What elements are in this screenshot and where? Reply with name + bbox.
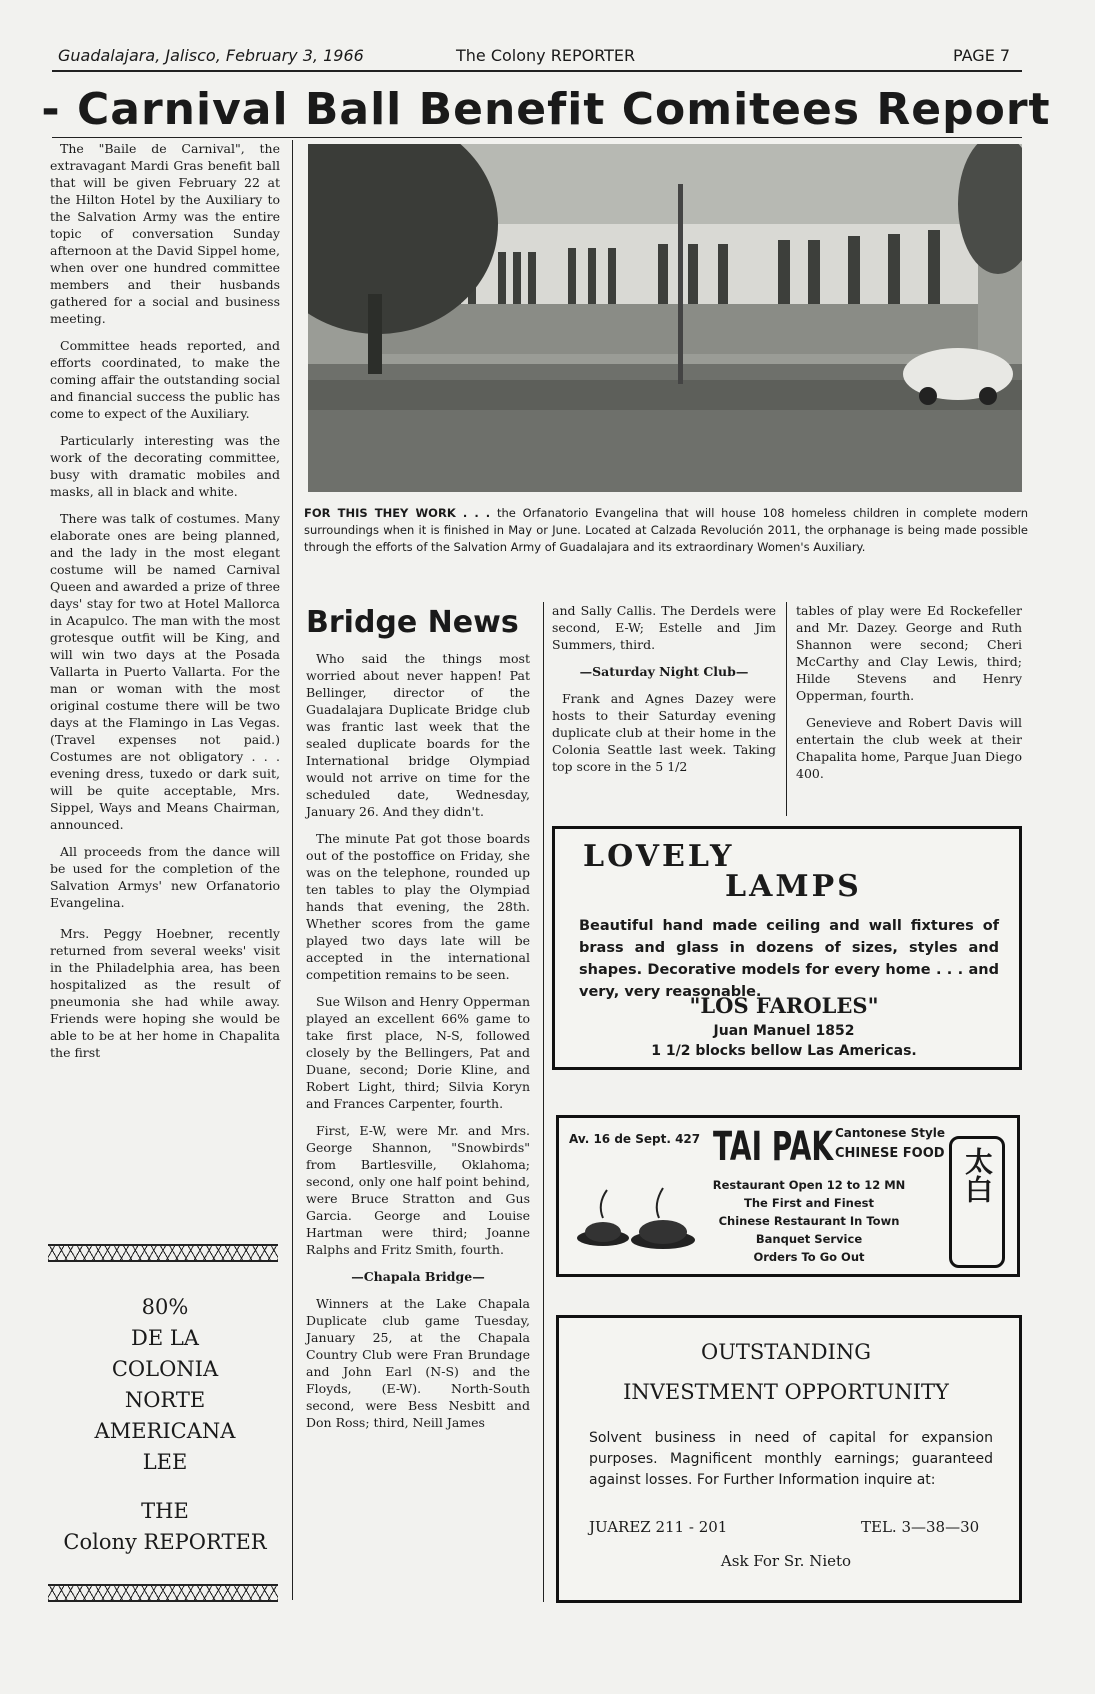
zigzag-border-top bbox=[48, 1244, 278, 1262]
carnival-paragraph: Mrs. Peggy Hoebner, recently returned from several weeks' visit in the Philadelphia area, has been hospitalized as the result of pneumonia she had while away. Friends were hoping she would be able to be at her home in Chapalita the first bbox=[50, 926, 280, 1060]
carnival-paragraph: Committee heads reported, and efforts coordinated, to make the coming affair the outstanding social and financial success the public has come to expect of the Auxiliary. bbox=[50, 338, 280, 421]
headline-rule bbox=[52, 137, 1022, 138]
info-line: The First and Finest bbox=[744, 1196, 874, 1210]
page-number: PAGE 7 bbox=[953, 46, 1011, 65]
contact-phone: TEL. 3—38—30 bbox=[861, 1518, 980, 1536]
ad-title: INVESTMENT OPPORTUNITY bbox=[623, 1380, 949, 1404]
ad-title: LOVELY bbox=[583, 839, 735, 874]
restaurant-name: TAI PAK bbox=[713, 1124, 834, 1170]
bridge-column-2 bbox=[552, 602, 776, 785]
chapala-bridge-subhead: —Chapala Bridge— bbox=[351, 1269, 485, 1284]
orphanage-photo bbox=[308, 144, 1022, 492]
cuisine-style: Cantonese Style bbox=[835, 1126, 946, 1140]
saturday-club-subhead: —Saturday Night Club— bbox=[579, 664, 749, 679]
contact-address: JUAREZ 211 - 201 bbox=[589, 1518, 728, 1536]
contact-person: Ask For Sr. Nieto bbox=[720, 1552, 852, 1570]
promo-line: NORTE bbox=[124, 1388, 206, 1412]
bridge-column-1 bbox=[306, 650, 530, 1441]
bridge-news-title: Bridge News bbox=[306, 605, 519, 640]
promo-line: COLONIA bbox=[111, 1357, 219, 1381]
info-line: Banquet Service bbox=[755, 1232, 863, 1246]
store-address: 1 1/2 blocks bellow Las Americas. bbox=[651, 1043, 917, 1059]
column-divider bbox=[786, 602, 787, 816]
bridge-paragraph: The minute Pat got those boards out of the postoffice on Friday, she was on the telephone, rounded up ten tables to play the Olympiad hands that evening, the 28th. Whether scores from the game played two days late will be accepted in the international competition remains to be seen. bbox=[306, 831, 530, 982]
bridge-paragraph: First, E-W, were Mr. and Mrs. George Shannon, "Snowbirds" from Bartlesville, Oklahoma; second, only one half point behind, were Bruce Stratton and Gus Garcia. George and Louise Hartman were third; Joanne Ralphs and Fritz Smith, fourth. bbox=[306, 1123, 530, 1257]
promo-line: AMERICANA bbox=[94, 1419, 236, 1443]
promo-line: THE bbox=[141, 1499, 189, 1523]
bridge-paragraph: Who said the things most worried about never happen! Pat Bellinger, director of the Guadalajara Duplicate Bridge club was frantic last week that the sealed duplicate boards for the International bridge Olympiad would not arrive on time for the scheduled date, Wednesday, January 26. And they didn't. bbox=[306, 651, 530, 819]
dishes-illustration-icon bbox=[573, 1178, 703, 1258]
carnival-paragraph: There was talk of costumes. Many elaborate ones are being planned, and the lady in the most elegant costume will be named Carnival Queen and awarded a prize of three days' stay for two at Hotel Mallorca in Acapulco. The man with the most grotesque outfit will be King, and will win two days at the Posada Vallarta in Puerto Vallarta. For the man or woman with the most original costume there will be two days at the Flamingo in Las Vegas. (Travel expenses not paid.) Costumes are not obligatory . . . evening dress, tuxedo or dark suit, will be quite acceptable, Mrs. Sippel, Ways and Means Chairman, announced. bbox=[50, 511, 280, 832]
paper-name: The Colony REPORTER bbox=[456, 46, 636, 65]
tai-pak-ad bbox=[556, 1115, 1020, 1277]
carnival-paragraph: Particularly interesting was the work of the decorating committee, busy with dramatic mobiles and masks, all in black and white. bbox=[50, 433, 280, 499]
ad-title: OUTSTANDING bbox=[701, 1340, 871, 1364]
bridge-column-3 bbox=[796, 602, 1022, 792]
zigzag-border-bottom bbox=[48, 1584, 278, 1602]
promo-line: Colony REPORTER bbox=[63, 1530, 267, 1554]
chinese-characters: 太白 bbox=[961, 1147, 994, 1203]
promo-line: LEE bbox=[142, 1450, 188, 1474]
bridge-paragraph: tables of play were Ed Rockefeller and Mr. Dazey. George and Ruth Shannon were second; Cheri McCarthy and Clay Lewis, third; Hilde Stevens and Henry Opperman, fourth. bbox=[796, 603, 1022, 703]
bridge-paragraph: Sue Wilson and Henry Opperman played an excellent 66% game to take first place, N-S, followed closely by the Bellingers, Pat and Duane, second; Dorie Kline, and Robert Light, third; Silvia Koryn and Frances Carpenter, fourth. bbox=[306, 994, 530, 1111]
info-line: Chinese Restaurant In Town bbox=[718, 1214, 900, 1228]
bridge-paragraph: Genevieve and Robert Davis will entertain the club week at their Chapalita home, Parque Juan Diego 400. bbox=[796, 715, 1022, 781]
promo-line: 80% bbox=[141, 1295, 189, 1319]
carnival-paragraph: The "Baile de Carnival", the extravagant Mardi Gras benefit ball that will be given February 22 at the Hilton Hotel by the Auxiliary to the Salvation Army was the entire topic of conversation Sunday afternoon at the David Sippel home, when over one hundred committee members and their husbands gathered for a social and business meeting. bbox=[50, 141, 280, 326]
bridge-paragraph: and Sally Callis. The Derdels were second, E-W; Estelle and Jim Summers, third. bbox=[552, 603, 776, 652]
caption-text: the Orfanatorio Evangelina that will house 108 homeless children in complete modern surroundings when it is finished in May or June. Located at Calzada Revolución 2011, the orphanage is being made possible through the efforts of the Salvation Army of Guadalajara and its extraordinary Women's Auxiliary. bbox=[304, 506, 1029, 554]
column-divider bbox=[292, 140, 293, 1600]
restaurant-info bbox=[699, 1176, 919, 1266]
info-line: Orders To Go Out bbox=[753, 1250, 865, 1264]
store-address: Juan Manuel 1852 bbox=[713, 1023, 855, 1039]
store-name: "LOS FAROLES" bbox=[689, 993, 879, 1018]
bridge-paragraph: Winners at the Lake Chapala Duplicate club game Tuesday, January 25, at the Chapala Country Club were Fran Brundage and John Earl (N-S) and the Floyds, (E-W). North-South second, were Bess Nesbitt and Don Ross; third, Neill James bbox=[306, 1296, 530, 1430]
carnival-article bbox=[50, 140, 280, 1071]
header-rule bbox=[52, 70, 1022, 72]
page-headline: - Carnival Ball Benefit Comitees Report bbox=[41, 84, 1051, 135]
investment-ad bbox=[556, 1315, 1022, 1603]
promo-line: DE LA bbox=[131, 1326, 199, 1350]
lovely-lamps-ad bbox=[552, 826, 1022, 1070]
bridge-paragraph: Frank and Agnes Dazey were hosts to their Saturday evening duplicate club at their home in the Colonia Seattle last week. Taking top score in the 5 1/2 bbox=[552, 691, 776, 774]
ad-title: LAMPS bbox=[725, 869, 862, 904]
info-line: Restaurant Open 12 to 12 MN bbox=[712, 1178, 906, 1192]
carnival-paragraph: All proceeds from the dance will be used for the completion of the Salvation Armys' new Orfanatorio Evangelina. bbox=[50, 844, 280, 910]
chinese-sign bbox=[949, 1136, 1005, 1268]
restaurant-address: Av. 16 de Sept. 427 bbox=[569, 1132, 701, 1146]
ad-body: Solvent business in need of capital for expansion purposes. Magnificent monthly earnings; guaranteed against losses. For Further Information inquire at: bbox=[589, 1430, 993, 1488]
colony-promo bbox=[40, 1292, 290, 1558]
dateline: Guadalajara, Jalisco, February 3, 1966 bbox=[58, 46, 364, 65]
caption-lead: FOR THIS THEY WORK . . . bbox=[304, 506, 491, 520]
photo-caption bbox=[304, 505, 1028, 556]
cuisine-type: CHINESE FOOD bbox=[835, 1146, 945, 1161]
ad-body: Beautiful hand made ceiling and wall fixtures of brass and glass in dozens of sizes, styles and shapes. Decorative models for every home . . . and very, very reasonable. bbox=[579, 918, 999, 1000]
column-divider bbox=[543, 602, 544, 1602]
